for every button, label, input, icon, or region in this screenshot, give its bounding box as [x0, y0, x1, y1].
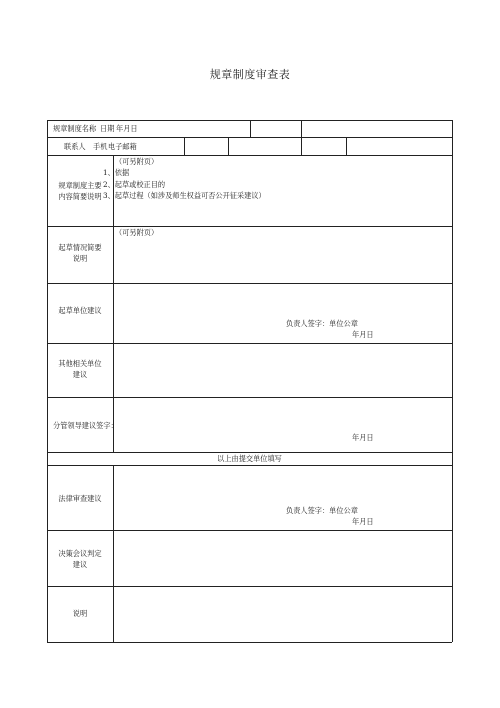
contact-label: 联系人: [64, 142, 86, 151]
legal-review-label: 法律审查建议: [58, 494, 102, 503]
cell-divider: [346, 137, 347, 155]
drafting-notes-label-line1: 起草情况简要: [58, 243, 102, 252]
table-bottom-border: [47, 642, 452, 643]
drafting-notes-label-line2: 说明: [72, 254, 88, 263]
drafting-unit-sign: 负责人签字：单位公章: [286, 319, 358, 328]
row-divider: [47, 465, 452, 466]
meeting-label: [47, 548, 113, 570]
legal-review-date: 年月日: [352, 517, 374, 526]
remarks-label: 说明: [72, 609, 88, 618]
drafting-notes-label: [47, 242, 113, 264]
row-divider: [47, 530, 452, 531]
cell-divider: [301, 120, 302, 137]
label-column-divider: [113, 465, 114, 642]
legal-review-sign: 负责人签字：单位公章: [286, 506, 358, 515]
cell-divider: [184, 137, 185, 155]
email-label: 电子邮箱: [108, 142, 137, 151]
summary-item-2: 2、起草或校正目的: [103, 180, 166, 189]
summary-label-line1: 规章制度主要: [58, 181, 102, 190]
row-divider: [47, 397, 452, 398]
drafting-unit-label: 起草单位建议: [58, 306, 102, 315]
cell-divider: [228, 137, 229, 155]
summary-label-line2: 内容简要说明: [58, 192, 102, 201]
submitter-fill-note: 以上由提交单位填写: [217, 454, 282, 463]
row-divider: [47, 226, 452, 227]
related-units-label: [47, 358, 113, 380]
leader-label: 分管领导建议签字：: [53, 421, 118, 430]
related-units-label-line1: 其他相关单位: [58, 359, 102, 368]
date-label: 日期: [100, 124, 115, 133]
drafting-notes-note: （可另附页）: [115, 228, 159, 237]
leader-date: 年月日: [352, 433, 374, 442]
row-divider: [47, 155, 452, 156]
row-divider: [47, 586, 452, 587]
date-value: 年月日: [116, 124, 138, 133]
name-label: 规章制度名称: [53, 124, 97, 133]
summary-item-3: 3、起草过程（如涉及师生权益可否公开征采建议）: [103, 191, 266, 200]
row-divider: [47, 343, 452, 344]
meeting-label-line1: 决策会议判定: [58, 549, 102, 558]
summary-item-1: 1、依据: [103, 168, 130, 177]
phone-label: 手机: [93, 142, 108, 151]
related-units-label-line2: 建议: [72, 370, 88, 379]
row-divider: [47, 137, 452, 138]
cell-divider: [301, 137, 302, 155]
drafting-unit-date: 年月日: [352, 330, 374, 339]
page-title: 规章制度审查表: [209, 68, 291, 81]
meeting-label-line2: 建议: [72, 560, 88, 569]
row-divider: [47, 283, 452, 284]
cell-divider: [250, 120, 251, 137]
table-right-border: [452, 120, 453, 642]
summary-note: （可另附页）: [115, 157, 159, 166]
